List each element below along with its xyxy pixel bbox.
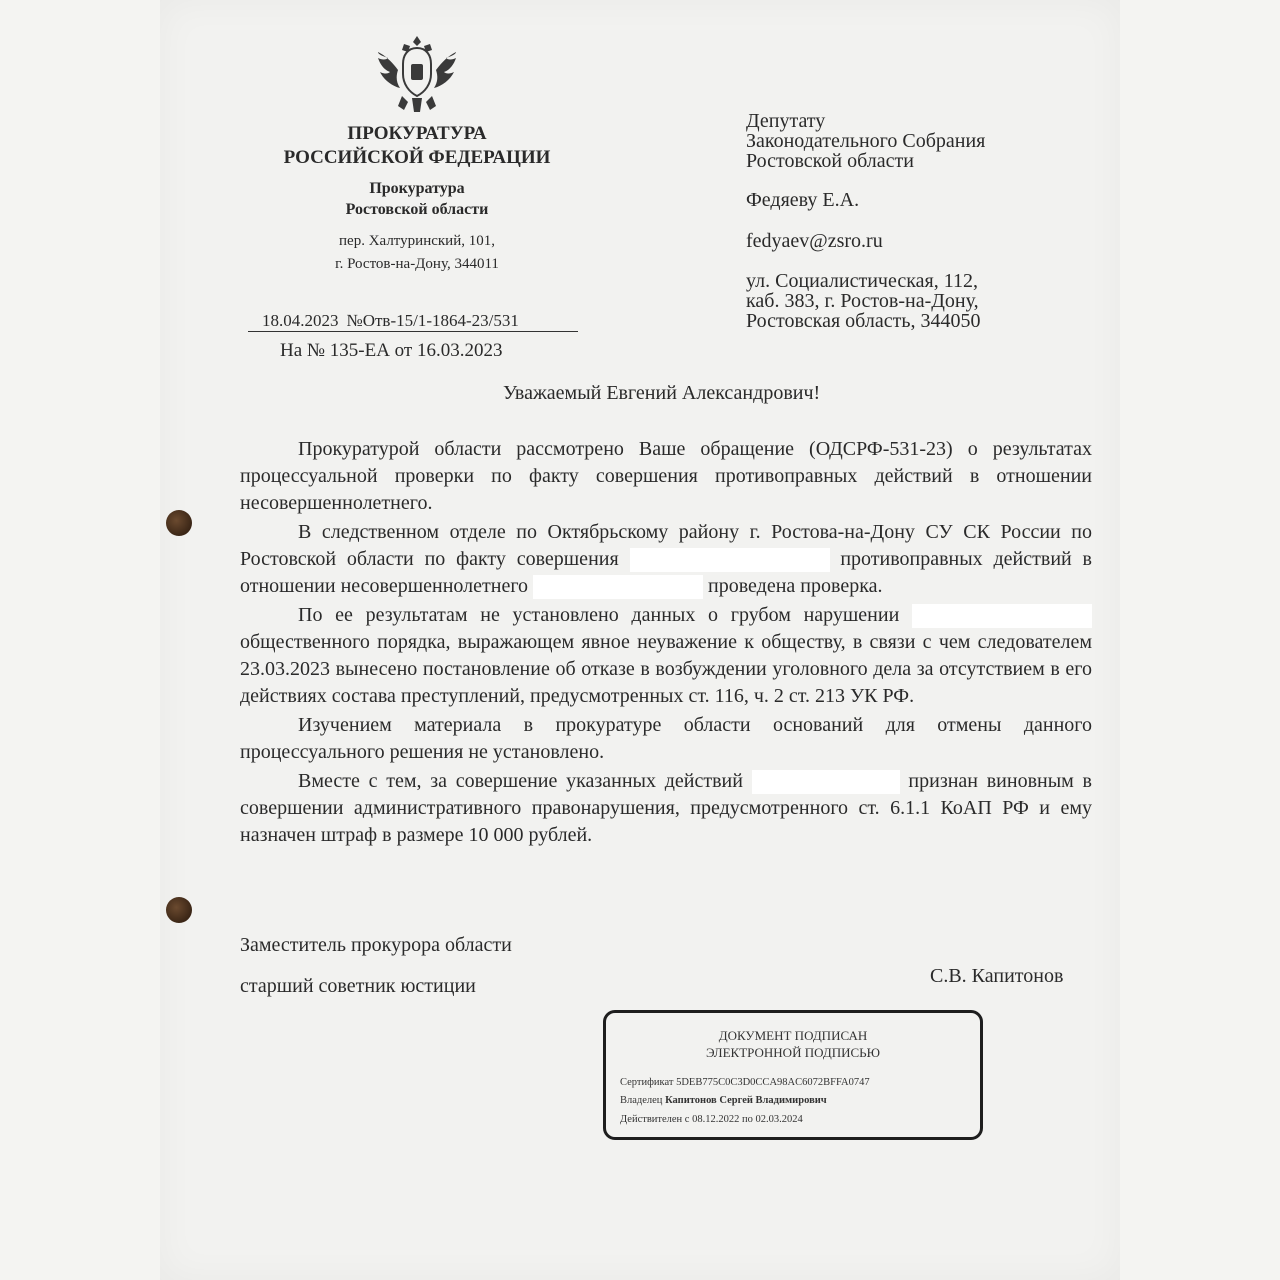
stamp-certificate bbox=[620, 1077, 870, 1088]
paragraph-3-part-a: По ее результатам не установлено данных о грубом нарушении bbox=[298, 604, 900, 626]
salutation: Уважаемый Евгений Александрович! bbox=[503, 382, 821, 404]
stamp-validity-from-prefix: с bbox=[684, 1114, 690, 1125]
sender-org-line1: ПРОКУРАТУРА bbox=[347, 123, 487, 144]
stamp-certificate-label: Сертификат bbox=[620, 1077, 674, 1088]
recipient-name: Федяеву Е.А. bbox=[746, 189, 860, 211]
redaction-block bbox=[533, 575, 703, 599]
coat-of-arms-icon bbox=[372, 34, 462, 116]
sender-address-line2: г. Ростов-на-Дону, 344011 bbox=[335, 256, 499, 272]
recipient-line2: Законодательного Собрания bbox=[746, 130, 986, 152]
paragraph-1: Прокуратурой области рассмотрено Ваше обращение (ОДСРФ-531-23) о результатах процессуальной проверки по факту совершения противоправных действий в отношении несовершеннолетнего. bbox=[240, 438, 1092, 514]
sender-sub-line2: Ростовской области bbox=[345, 201, 489, 218]
recipient-line3: Ростовской области bbox=[746, 150, 914, 172]
recipient-block bbox=[746, 111, 985, 171]
paragraph-2-part-c: проведена проверка. bbox=[708, 575, 883, 597]
paragraph-5 bbox=[240, 768, 1092, 849]
punch-hole-icon bbox=[166, 897, 192, 923]
sender-org-line2: РОССИЙСКОЙ ФЕДЕРАЦИИ bbox=[283, 147, 551, 168]
recipient-email: fedyaev@zsro.ru bbox=[746, 230, 883, 252]
stamp-owner-label: Владелец bbox=[620, 1095, 663, 1106]
paragraph-4: Изучением материала в прокуратуре области оснований для отмены данного процессуального решения не установлено. bbox=[240, 714, 1092, 763]
sender-org bbox=[262, 122, 572, 170]
recipient-address-line1: ул. Социалистическая, 112, bbox=[746, 270, 978, 292]
background-left bbox=[0, 0, 160, 1280]
redaction-block bbox=[752, 770, 900, 794]
sender-sub-org bbox=[262, 178, 572, 220]
stamp-validity-to-prefix: по bbox=[741, 1114, 753, 1125]
paragraph-2 bbox=[240, 519, 1092, 600]
stamp-owner bbox=[620, 1095, 827, 1106]
stamp-validity bbox=[620, 1114, 803, 1125]
sender-address bbox=[262, 230, 572, 276]
recipient-address-line2: каб. 383, г. Ростов-на-Дону, bbox=[746, 290, 979, 312]
paragraph-2-part-a: В следственном отделе по Октябрьскому району г. Ростова-на-Дону СУ СК России по Ростовской области по факту совершения bbox=[240, 521, 1092, 570]
paragraph-3 bbox=[240, 602, 1092, 710]
electronic-signature-stamp bbox=[603, 1010, 983, 1140]
signatory-name: С.В. Капитонов bbox=[930, 965, 1064, 987]
letter-body bbox=[240, 436, 1092, 849]
signatory-position-line2: старший советник юстиции bbox=[240, 975, 476, 997]
redaction-block bbox=[630, 548, 830, 572]
redaction-block bbox=[912, 604, 1092, 628]
stamp-validity-to: 02.03.2024 bbox=[755, 1114, 803, 1125]
outgoing-reference bbox=[248, 311, 578, 332]
punch-hole-icon bbox=[166, 510, 192, 536]
stamp-validity-from: 08.12.2022 bbox=[692, 1114, 740, 1125]
stamp-title-line2: ЭЛЕКТРОННОЙ ПОДПИСЬЮ bbox=[706, 1045, 880, 1060]
outgoing-number: №Отв-15/1-1864-23/531 bbox=[346, 311, 519, 330]
outgoing-date: 18.04.2023 bbox=[262, 311, 339, 330]
sender-address-line1: пер. Халтуринский, 101, bbox=[339, 233, 495, 249]
stamp-certificate-value: 5DEB775C0C3D0CCA98AC6072BFFA0747 bbox=[676, 1077, 870, 1088]
background-right bbox=[1120, 0, 1280, 1280]
signatory-position-line1: Заместитель прокурора области bbox=[240, 934, 512, 956]
paragraph-3-part-b: общественного порядка, выражающем явное неуважение к обществу, в связи с чем следователем 23.03.2023 вынесено постановление об отказе в возбуждении уголовного дела за отсутствием в его действиях состава преступлений, предусмотренных ст. 116, ч. 2 ст. 213 УК РФ. bbox=[240, 631, 1092, 707]
paragraph-5-part-a: Вместе с тем, за совершение указанных действий bbox=[298, 770, 743, 792]
recipient-line1: Депутату bbox=[746, 110, 826, 132]
recipient-address-line3: Ростовская область, 344050 bbox=[746, 310, 981, 332]
stamp-validity-label: Действителен bbox=[620, 1114, 683, 1125]
stamp-title-line1: ДОКУМЕНТ ПОДПИСАН bbox=[718, 1028, 868, 1043]
paragraph-5-part-b: признан виновным в совершении административного правонарушения, предусмотренного ст. 6.1.1 КоАП РФ и ему назначен штраф в размере 10 000 рублей. bbox=[240, 770, 1093, 846]
paragraph-2-part-b: противоправных действий в отношении несовершеннолетнего bbox=[240, 548, 1092, 597]
sender-sub-line1: Прокуратура bbox=[369, 180, 465, 197]
recipient-address bbox=[746, 271, 980, 331]
stamp-owner-value: Капитонов Сергей Владимирович bbox=[665, 1095, 827, 1106]
reply-reference: На № 135-ЕА от 16.03.2023 bbox=[280, 340, 503, 361]
